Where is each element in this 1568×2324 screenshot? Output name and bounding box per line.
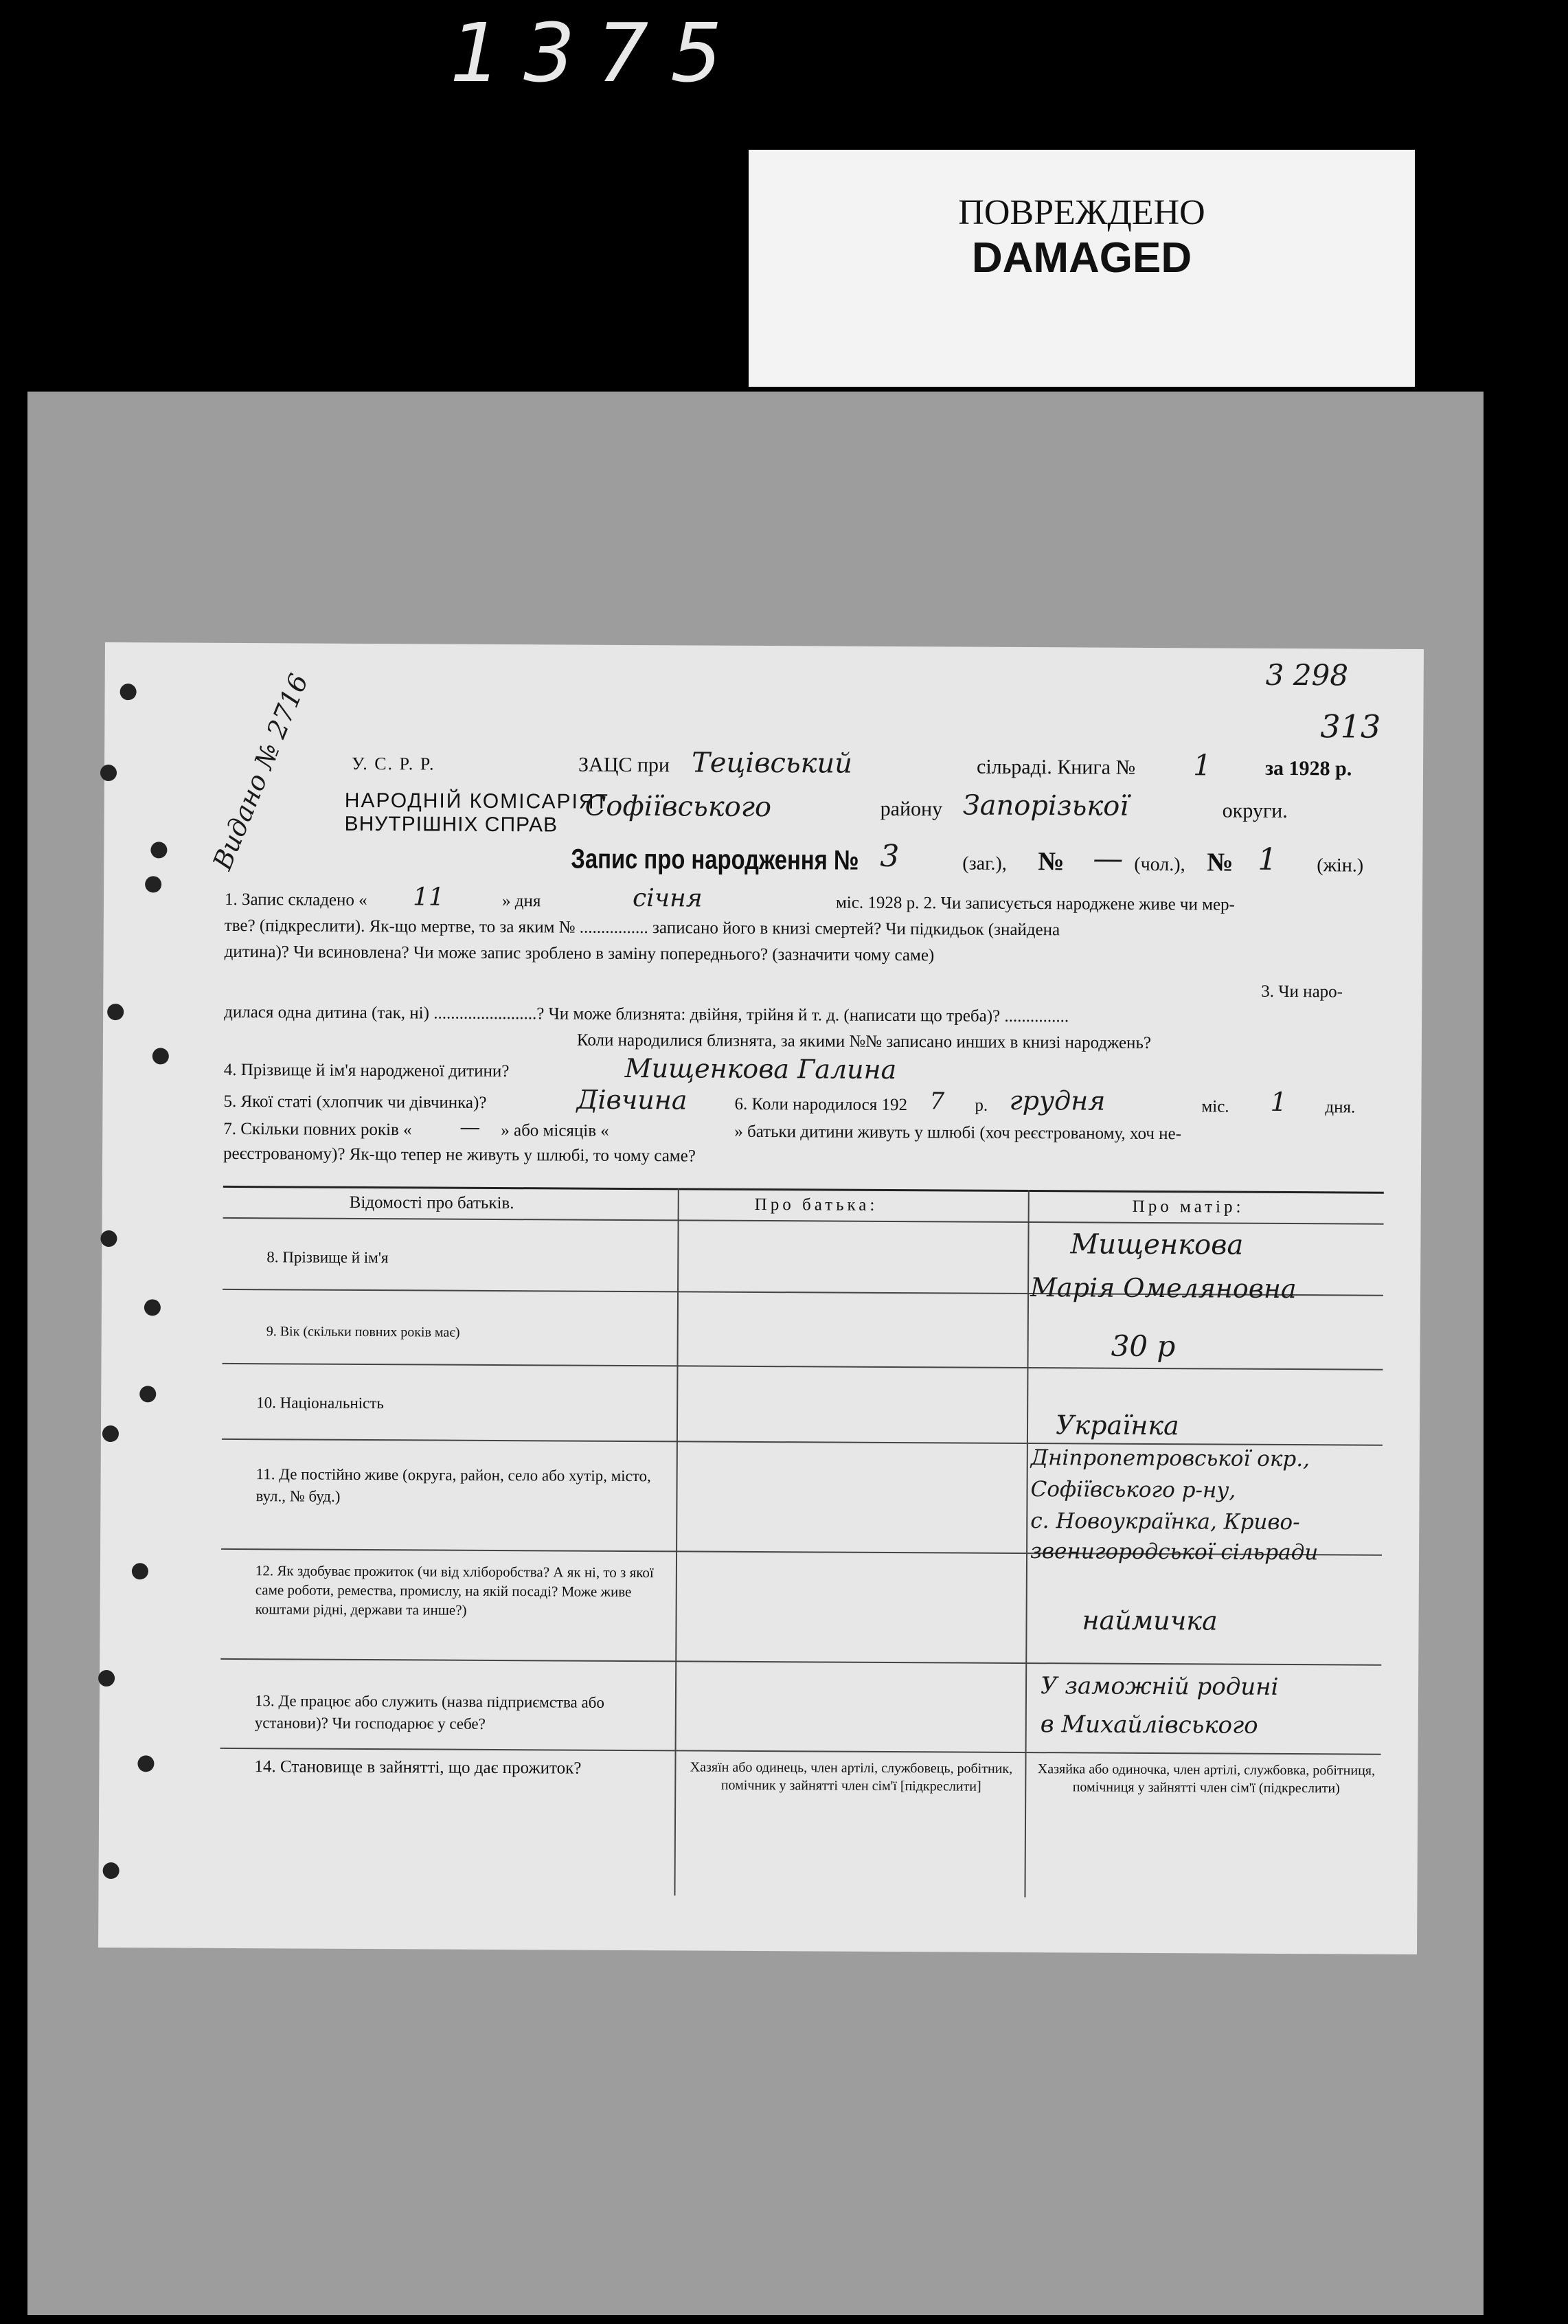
- p7-c: » батьки дитини живуть у шлюбі (хоч реєстрованому, хоч не-: [734, 1122, 1182, 1144]
- header-internal-affairs: ВНУТРІШНІХ СПРАВ: [344, 812, 558, 837]
- col-header-mother: Про матір:: [1132, 1197, 1245, 1217]
- mother-address-line-2: Софіївського р-ну,: [1030, 1477, 1236, 1503]
- district-name: Софіївського: [584, 790, 772, 824]
- p7-a: 7. Скільки повних років «: [223, 1119, 412, 1140]
- punch-hole: [103, 1862, 120, 1879]
- book-number: 1: [1192, 748, 1212, 782]
- p7-b: » або місяців «: [501, 1121, 609, 1140]
- table-header-rule: [223, 1217, 1384, 1225]
- punch-hole: [102, 1425, 119, 1442]
- mother-age: 30 р: [1111, 1329, 1176, 1364]
- row-label-residence: 11. Де постійно живе (округа, район, село або хутір, місто, вул., № буд.): [255, 1465, 651, 1505]
- raion-label: району: [880, 797, 943, 821]
- mother-address-line-4: звенигородської сільради: [1030, 1539, 1319, 1566]
- record-month: січня: [632, 884, 703, 913]
- punch-hole: [100, 765, 117, 781]
- birth-year-digit: 7: [929, 1087, 945, 1116]
- archive-frame-number: 1375: [450, 5, 745, 100]
- p1-line2: тве? (підкреслити). Як-що мертве, то за яким № ................ записано його в книзі смертей? Чи підкидьок (знайдена: [224, 916, 1060, 940]
- birth-day: 1: [1270, 1086, 1287, 1118]
- p1-b: » дня: [501, 892, 541, 911]
- row-label-workplace: 13. Де працює або служить (назва підприємства або установи)? Чи господарює у себе?: [254, 1692, 604, 1733]
- row-label-occupation-status: 14. Становище в зайнятті, що дає прожиток?: [254, 1757, 582, 1778]
- punch-hole: [107, 1004, 124, 1020]
- mother-livelihood: наймичка: [1082, 1605, 1218, 1636]
- council-name: Тецівський: [691, 747, 853, 780]
- p7-line2: реєстрованому)? Як-що тепер не живуть у шлюбі, то чому саме?: [223, 1144, 696, 1166]
- row-rule: [220, 1748, 1381, 1755]
- record-year: за 1928 р.: [1264, 756, 1352, 780]
- row-label-name: 8. Прізвище й ім'я: [266, 1248, 389, 1267]
- years-blank: —: [459, 1115, 481, 1140]
- row-label-age: 9. Вік (скільки повних років має): [266, 1324, 460, 1340]
- col-header-father: Про батька:: [754, 1195, 878, 1215]
- birth-record-form: [98, 642, 1424, 1954]
- zags-label: ЗАЦС при: [578, 753, 670, 777]
- p6-label: 6. Коли народилося 192: [734, 1094, 908, 1115]
- punch-hole: [150, 842, 167, 858]
- punch-hole: [98, 1670, 115, 1686]
- p1-line3: дитина)? Чи всиновлена? Чи може запис зроблено в заміну попереднього? (зазначити чому саме): [224, 942, 935, 965]
- mother-occupation-status: Хазяйка або одиночка, член артілі, службовка, робітниця, помічниця у зайнятті член сім'ї (підкреслити): [1037, 1761, 1376, 1796]
- form-title: Запис про народження №: [571, 844, 859, 876]
- child-sex: Дівчина: [576, 1084, 688, 1116]
- father-occupation-status: Хазяїн або одинець, член артілі, службовець, робітник, помічник у зайнятті член сім'ї [підкреслити]: [690, 1759, 1013, 1794]
- p6-year-label: р.: [975, 1096, 988, 1115]
- row-label-livelihood: 12. Як здобуває прожиток (чи від хліборобства? А як ні, то з якої саме роботи, ремества, промислу, на якій посаді? Може живе коштами рідні, держави та инше?): [255, 1562, 654, 1618]
- punch-hole: [100, 1230, 117, 1247]
- p5-label: 5. Якої статі (хлопчик чи дівчинка)?: [223, 1092, 487, 1112]
- punch-hole: [120, 684, 137, 700]
- female-number: 1: [1258, 842, 1277, 877]
- damaged-label: [749, 150, 1415, 387]
- p6-month-label: міс.: [1201, 1097, 1229, 1116]
- mother-workplace-line-2: в Михайлівського: [1040, 1711, 1258, 1739]
- male-label: (чол.),: [1134, 853, 1185, 876]
- p1-c: міс. 1928 р. 2. Чи записується народжене живе чи мер-: [835, 893, 1235, 914]
- p3-line2: дилася одна дитина (так, ні) ........................? Чи може близнята: двійня, трійня й т. д. (написати що треба)? ...............: [224, 1002, 1069, 1026]
- mother-workplace-line-1: У заможній родині: [1040, 1672, 1279, 1701]
- col-header-parents: Відомості про батьків.: [349, 1193, 514, 1213]
- total-label: (заг.),: [962, 853, 1007, 875]
- damaged-label-ru: ПОВРЕЖДЕНО: [958, 193, 1205, 232]
- okruha-label: округи.: [1222, 799, 1288, 823]
- punch-hole: [152, 1048, 169, 1064]
- p6-day-label: дня.: [1325, 1098, 1356, 1117]
- header-ussr: У. С. Р. Р.: [351, 753, 435, 774]
- female-label: (жін.): [1317, 855, 1364, 877]
- row-label-nationality: 10. Національність: [256, 1394, 384, 1412]
- punch-hole: [144, 1299, 161, 1316]
- punch-hole: [145, 876, 161, 892]
- mother-given-names: Марія Омеляновна: [1030, 1272, 1297, 1305]
- table-top-rule: [223, 1186, 1384, 1194]
- corner-number-a: 3 298: [1265, 657, 1349, 692]
- male-number: —: [1093, 841, 1124, 877]
- silrada-book-label: сільраді. Книга №: [976, 755, 1136, 779]
- female-no-label: №: [1207, 848, 1234, 877]
- table-col-divider-1: [674, 1188, 679, 1895]
- punch-hole: [139, 1386, 156, 1402]
- okruha-name: Запорізької: [962, 789, 1129, 822]
- mother-surname: Мищенкова: [1070, 1228, 1244, 1261]
- corner-number-b: 313: [1320, 708, 1381, 745]
- mother-nationality: Українка: [1055, 1410, 1179, 1441]
- row-rule: [222, 1439, 1383, 1446]
- p4-label: 4. Прізвище й ім'я народженої дитини?: [223, 1060, 510, 1081]
- male-no-label: №: [1038, 847, 1065, 877]
- mother-address-line-1: Дніпропетровської окр.,: [1030, 1445, 1310, 1472]
- row-rule: [220, 1658, 1381, 1666]
- punch-hole: [137, 1755, 154, 1772]
- header-commissariat: НАРОДНІЙ КОМІСАРІЯТ: [344, 789, 609, 813]
- p1-a: 1. Запис складено «: [224, 890, 367, 910]
- child-name: Мищенкова Галина: [624, 1052, 897, 1085]
- p3-a: 3. Чи наро-: [1261, 982, 1343, 1002]
- margin-note: Видано № 2716: [207, 669, 315, 875]
- punch-hole: [132, 1563, 148, 1579]
- damaged-label-en: DAMAGED: [971, 234, 1192, 282]
- mother-address-line-3: с. Новоукраїнка, Криво-: [1030, 1509, 1300, 1535]
- row-rule: [222, 1363, 1383, 1370]
- p3-line3: Коли народилися близнята, за якими №№ записано инших в книзі народжень?: [576, 1030, 1152, 1052]
- birth-month: грудня: [1009, 1085, 1106, 1116]
- table-col-divider-2: [1024, 1190, 1029, 1897]
- record-day: 11: [412, 883, 444, 912]
- record-number: 3: [880, 838, 900, 875]
